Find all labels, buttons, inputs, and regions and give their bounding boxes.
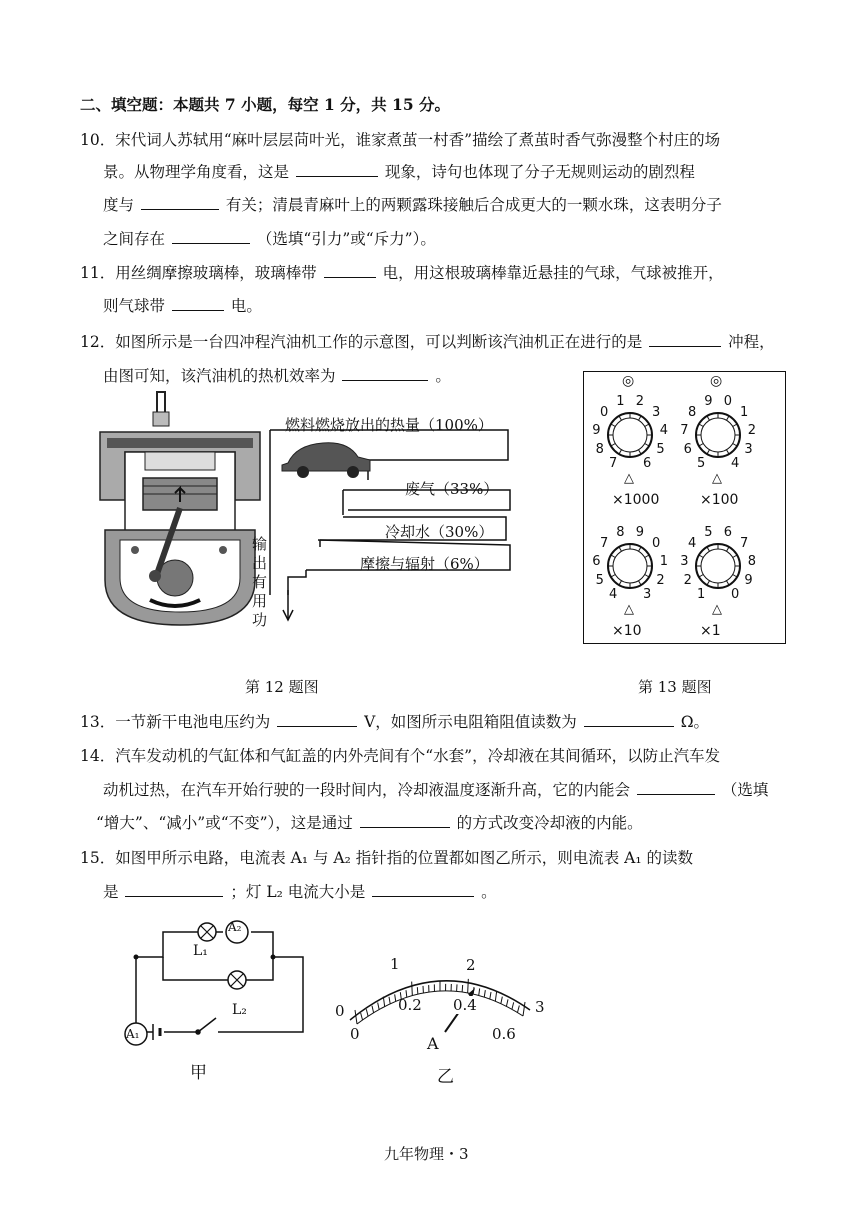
q14-line1: 14．汽车发动机的气缸体和气缸盖的内外壳间有个“水套”，冷却液在其间循环，以防止汽车发 (80, 747, 721, 765)
q12-text: 冲程， (728, 333, 775, 351)
dial-number: 1 (616, 394, 625, 410)
q11-text: 则气球带 (103, 297, 166, 315)
q10-text: （选填“引力”或“斥力”）。 (256, 230, 436, 248)
dial-number: 1 (697, 587, 706, 603)
answer-blank[interactable] (141, 195, 219, 210)
dial-number: 1 (659, 554, 669, 570)
fig15-jia-label: 甲 (190, 1063, 207, 1083)
dial-number: 7 (609, 456, 618, 472)
fig12-output-char: 有 (252, 573, 268, 591)
fig12-output-label (252, 535, 267, 630)
fig12-friction: 摩擦与辐射（6%） (360, 555, 489, 573)
scale-top-1: 1 (390, 955, 400, 973)
dial-number: 0 (599, 405, 609, 421)
dial-number: 9 (744, 573, 753, 589)
ammeter-a2-label: A₂ (228, 920, 242, 934)
scale-tick (389, 997, 390, 1004)
dial-number: 3 (652, 405, 661, 421)
energy-flow-diagram (248, 405, 520, 630)
dial-number: 5 (595, 573, 604, 589)
dial-pointer-mark: △ (624, 602, 634, 617)
scale-tick (512, 1002, 514, 1009)
q12-line2 (103, 364, 451, 386)
q10-line2 (103, 160, 695, 182)
dial-number: 0 (723, 394, 733, 410)
scale-tick (501, 997, 502, 1004)
dial-number: 2 (635, 394, 645, 410)
dial-multiplier: ×100 (700, 492, 739, 508)
q11-text: 电，用这根玻璃棒靠近悬挂的气球，气球被推开， (382, 264, 724, 282)
answer-blank[interactable] (277, 712, 357, 727)
q13-text: 13．一节新干电池电压约为 (80, 713, 271, 731)
dial-number: 1 (740, 405, 749, 421)
scale-tick (361, 1013, 363, 1020)
fig12-output-char: 用 (252, 592, 268, 610)
answer-blank[interactable] (372, 882, 474, 897)
dial-number: 2 (683, 573, 692, 589)
lamp-l2-label: L₂ (232, 1002, 247, 1018)
q11-line2 (103, 294, 262, 316)
dial-number: 9 (704, 394, 713, 410)
scale-tick (523, 1002, 525, 1016)
q12-line1 (80, 330, 775, 352)
q13-text: Ω。 (680, 713, 710, 731)
q11-text: 11．用丝绸摩擦玻璃棒，玻璃棒带 (80, 264, 317, 282)
dial-number: 7 (599, 536, 609, 552)
terminal-icon: ◎ (710, 373, 723, 389)
q10-text: 有关；清晨青麻叶上的两颗露珠接触后合成更大的一颗水珠，这表明分子 (225, 196, 722, 214)
dial-multiplier: ×10 (612, 623, 642, 639)
answer-blank[interactable] (360, 813, 450, 828)
q11-line1 (80, 261, 724, 283)
q14-line3 (96, 811, 643, 833)
dial-number: 9 (592, 423, 601, 439)
dial-multiplier: ×1000 (612, 492, 660, 508)
dial-number: 6 (723, 525, 733, 541)
scale-tick (479, 988, 480, 995)
dial-multiplier: ×1 (700, 623, 721, 639)
dial-number: 7 (680, 423, 689, 439)
page-footer: 九年物理・3 (384, 1145, 469, 1163)
fig12-output-char: 出 (252, 554, 268, 572)
dial-pointer-mark: △ (624, 471, 634, 486)
dial-number: 2 (747, 423, 757, 439)
fig12-coolant: 冷却水（30%） (385, 523, 494, 541)
circuit-diagram (118, 912, 318, 1087)
scale-bottom-0-2: 0.2 (398, 996, 422, 1014)
ammeter-dial (335, 952, 555, 1042)
dial-number: 6 (643, 456, 652, 472)
answer-blank[interactable] (342, 366, 428, 381)
scale-tick (417, 987, 418, 994)
answer-blank[interactable] (296, 162, 378, 177)
dial-number: 0 (731, 587, 740, 603)
scale-tick (372, 1006, 374, 1013)
scale-bottom-0-6: 0.6 (492, 1025, 516, 1043)
q10-text: 景。从物理学角度看，这是 (103, 163, 290, 181)
q14-text: 动机过热，在汽车开始行驶的一段时间内，冷却液温度逐渐升高，它的内能会 (103, 781, 631, 799)
q10-line1: 10．宋代词人苏轼用“麻叶层层苘叶光，谁家煮茧一村香”描绘了煮茧时香气弥漫整个村庄的场 (80, 131, 721, 149)
q14-text: “增大”、“减小”或“不变”），这是通过 (96, 814, 353, 832)
fig12-output-char: 功 (252, 611, 268, 629)
dial-number: 8 (616, 525, 625, 541)
q13-line (80, 710, 709, 732)
fig13-caption: 第 13 题图 (638, 678, 712, 696)
ammeter-a1-label: A₁ (126, 1027, 140, 1041)
dial-number: 2 (656, 573, 665, 589)
scale-top-0: 0 (335, 1002, 345, 1020)
fig15-yi-label: 乙 (437, 1067, 454, 1087)
engine-diagram (95, 390, 270, 630)
q15-text: 是 (103, 883, 119, 901)
scale-tick (506, 999, 508, 1006)
dial-number: 6 (683, 442, 692, 458)
q10-text: 之间存在 (103, 230, 166, 248)
section-heading: 二、填空题：本题共 7 小题，每空 1 分，共 15 分。 (80, 95, 451, 114)
scale-tick (366, 1009, 368, 1016)
dial-number: 8 (595, 442, 604, 458)
answer-blank[interactable] (172, 296, 224, 311)
scale-tick (378, 1003, 379, 1010)
dial-number: 4 (609, 587, 618, 603)
answer-blank[interactable] (584, 712, 674, 727)
dial-number: 4 (731, 456, 740, 472)
q10-text: 度与 (103, 196, 135, 214)
scale-tick (412, 982, 413, 996)
fig12-total-heat: 燃料燃烧放出的热量（100%） (285, 416, 493, 434)
scale-tick (517, 1006, 519, 1013)
scale-top-2: 2 (466, 956, 476, 974)
q12-text: 12．如图所示是一台四冲程汽油机工作的示意图，可以判断该汽油机正在进行的是 (80, 333, 643, 351)
q14-line2 (103, 778, 768, 800)
scale-tick (484, 990, 485, 997)
q10-text: 现象，诗句也体现了分子无规则运动的剧烈程 (384, 163, 695, 181)
q15-line1: 15．如图甲所示电路，电流表 A₁ 与 A₂ 指针指的位置都如图乙所示，则电流表 A₁ 的读数 (80, 849, 694, 867)
dial-number: 6 (592, 554, 601, 570)
q13-text: V，如图所示电阻箱阻值读数为 (364, 713, 577, 731)
answer-blank[interactable] (649, 332, 721, 347)
dial-number: 5 (656, 442, 665, 458)
scale-bottom-0: 0 (350, 1025, 360, 1043)
q14-text: （选填 (721, 781, 769, 799)
fig12-caption: 第 12 题图 (245, 678, 319, 696)
q15-line2 (103, 880, 497, 902)
scale-tick (383, 997, 384, 1007)
fig12-output-char: 输 (252, 535, 268, 553)
q12-text: 。 (435, 367, 451, 385)
dial-pointer-mark: △ (712, 602, 722, 617)
scale-tick (490, 992, 491, 999)
dial-number: 3 (744, 442, 753, 458)
ammeter-unit-label: A (427, 1034, 439, 1053)
dial-number: 3 (680, 554, 689, 570)
scale-tick (395, 994, 396, 1001)
dial-number: 9 (635, 525, 645, 541)
dial-pointer-mark: △ (712, 471, 722, 486)
dial-number: 7 (740, 536, 749, 552)
dial-number: 4 (659, 423, 669, 439)
dial-number: 5 (697, 456, 706, 472)
dial-number: 8 (687, 405, 697, 421)
dial-number: 4 (687, 536, 697, 552)
dial-number: 0 (652, 536, 661, 552)
fig12-waste-gas: 废气（33%） (405, 480, 499, 498)
dial-number: 8 (747, 554, 757, 570)
q15-text: 。 (481, 883, 497, 901)
answer-blank[interactable] (324, 263, 376, 278)
q10-line3 (103, 193, 722, 215)
q10-line4 (103, 227, 436, 249)
q11-text: 电。 (230, 297, 262, 315)
answer-blank[interactable] (637, 780, 715, 795)
scale-tick (495, 991, 496, 1001)
answer-blank[interactable] (172, 229, 250, 244)
q12-text: 由图可知，该汽油机的热机效率为 (103, 367, 336, 385)
scale-top-3: 3 (535, 998, 545, 1016)
lamp-l1-label: L₁ (193, 943, 208, 959)
answer-blank[interactable] (125, 882, 223, 897)
dial-number: 5 (704, 525, 713, 541)
scale-tick (468, 979, 469, 993)
q14-text: 的方式改变冷却液的内能。 (456, 814, 643, 832)
scale-tick (462, 985, 463, 992)
scale-bottom-0-4: 0.4 (453, 996, 477, 1014)
q15-text: ；灯 L₂ 电流大小是 (230, 883, 366, 901)
scale-tick (355, 1010, 357, 1024)
terminal-icon: ◎ (622, 373, 635, 389)
dial-number: 3 (643, 587, 652, 603)
